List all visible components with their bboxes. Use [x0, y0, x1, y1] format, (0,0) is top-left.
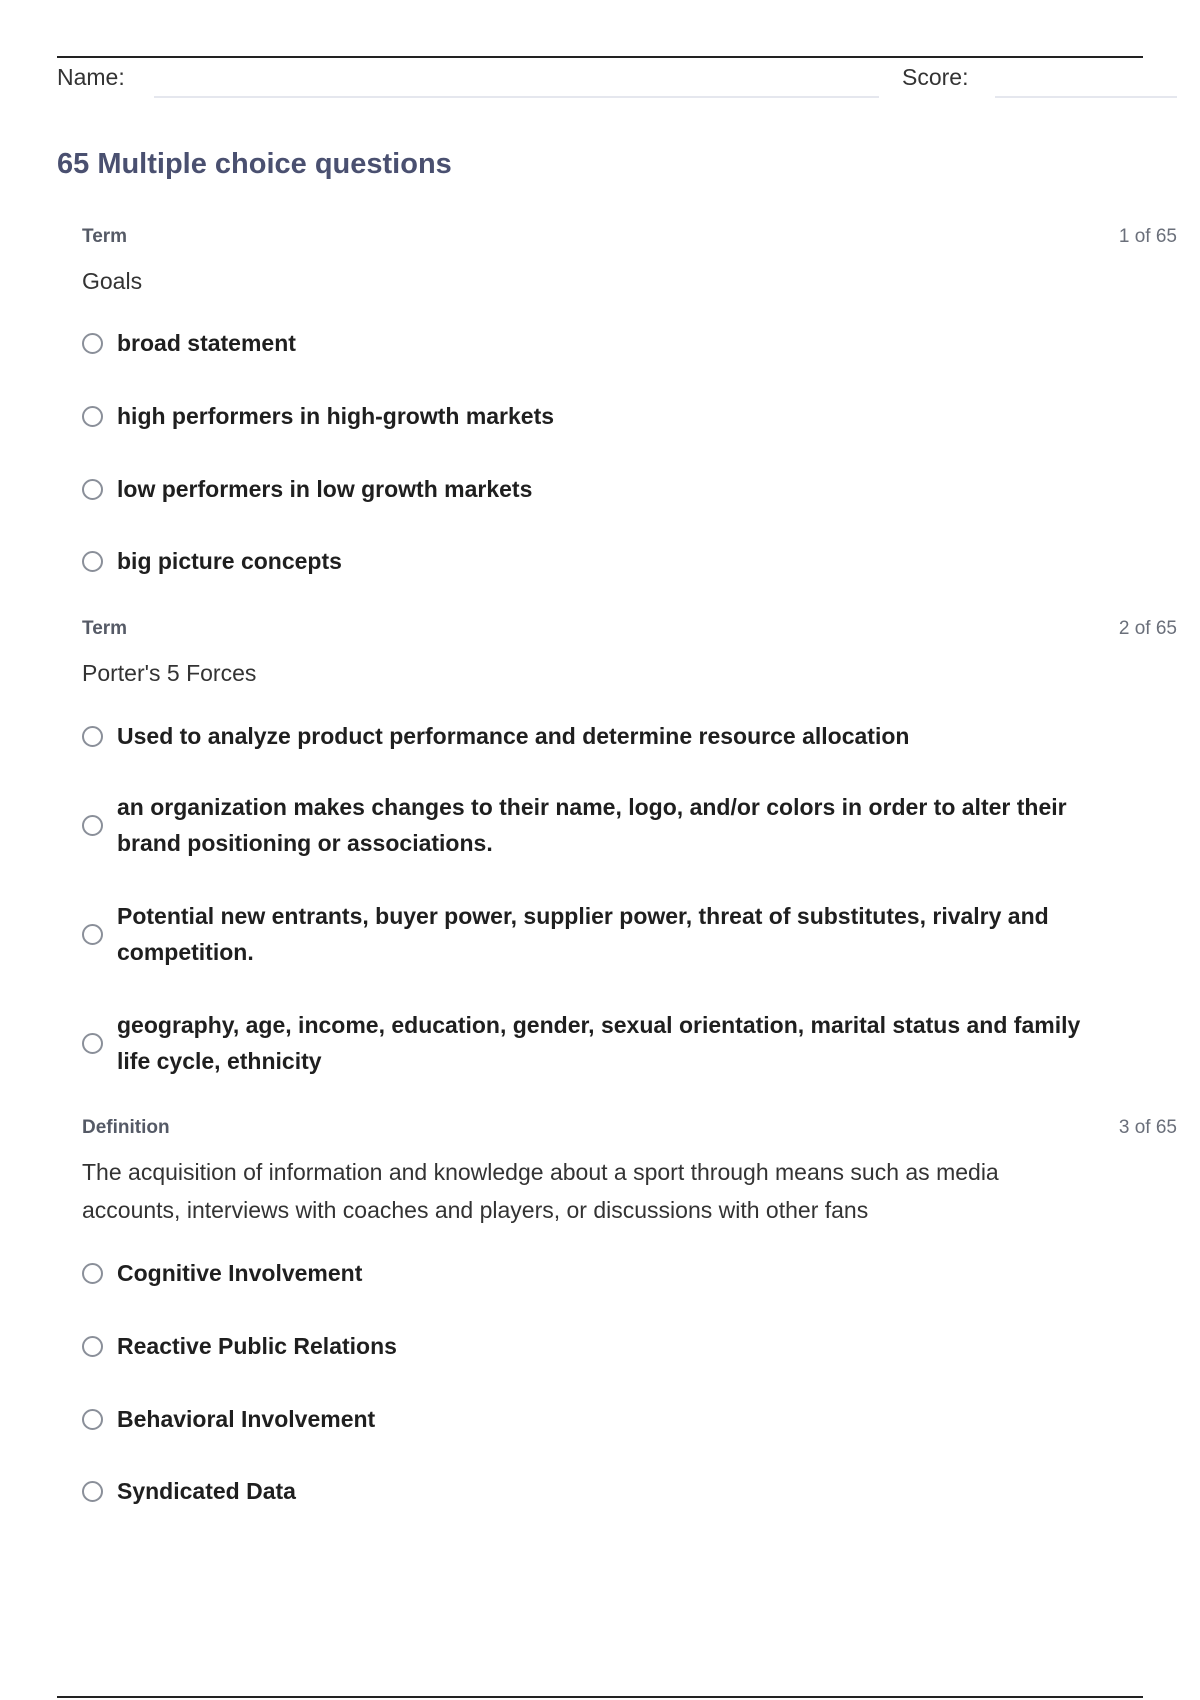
question-count: 2 of 65 — [1118, 618, 1177, 639]
answer-option[interactable] — [82, 1007, 1142, 1079]
bottom-rule — [57, 1696, 1143, 1698]
option-text: Syndicated Data — [117, 1478, 296, 1504]
question-kind: Term — [82, 226, 128, 247]
question-prompt: The acquisition of information and knowledge about a sport through means such as media accounts, interviews with coaches and players, or discussions with other fans — [82, 1159, 999, 1223]
radio-button-icon[interactable] — [82, 333, 103, 354]
answer-option[interactable] — [82, 789, 1142, 861]
score-input-line[interactable] — [995, 96, 1177, 98]
question-kind: Definition — [82, 1117, 170, 1138]
option-text: high performers in high-growth markets — [117, 403, 555, 429]
option-text: Behavioral Involvement — [117, 1406, 376, 1432]
answer-option[interactable] — [82, 1473, 1142, 1509]
option-text: an organization makes changes to their name, logo, and/or colors in order to alter their brand positioning or associations. — [117, 794, 1067, 856]
page-title: 65 Multiple choice questions — [57, 148, 452, 180]
answer-option[interactable] — [82, 718, 1142, 754]
radio-button-icon[interactable] — [82, 1336, 103, 1357]
option-text: big picture concepts — [117, 548, 342, 574]
radio-button-icon[interactable] — [82, 1409, 103, 1430]
option-text: Cognitive Involvement — [117, 1260, 363, 1286]
answer-option[interactable] — [82, 1255, 1142, 1291]
header-row — [57, 64, 1177, 100]
radio-button-icon[interactable] — [82, 406, 103, 427]
answer-option[interactable] — [82, 1328, 1142, 1364]
top-rule — [57, 56, 1143, 58]
option-text: Used to analyze product performance and determine resource allocation — [117, 723, 910, 749]
radio-button-icon[interactable] — [82, 924, 103, 945]
radio-button-icon[interactable] — [82, 551, 103, 572]
answer-option[interactable] — [82, 398, 1142, 434]
option-text: geography, age, income, education, gender, sexual orientation, marital status and family life cycle, ethnicity — [117, 1012, 1081, 1074]
question-2 — [82, 618, 1177, 1088]
option-text: low performers in low growth markets — [117, 476, 533, 502]
answer-option[interactable] — [82, 898, 1142, 970]
question-prompt: Porter's 5 Forces — [82, 660, 257, 686]
answer-option[interactable] — [82, 471, 1142, 507]
radio-button-icon[interactable] — [82, 1263, 103, 1284]
radio-button-icon[interactable] — [82, 1481, 103, 1502]
answer-option[interactable] — [82, 543, 1142, 579]
option-text: broad statement — [117, 330, 296, 356]
option-text: Reactive Public Relations — [117, 1333, 397, 1359]
name-label: Name: — [57, 64, 125, 90]
name-input-line[interactable] — [154, 96, 879, 98]
answer-option[interactable] — [82, 325, 1142, 361]
radio-button-icon[interactable] — [82, 815, 103, 836]
question-count: 1 of 65 — [1118, 226, 1177, 247]
option-text: Potential new entrants, buyer power, supplier power, threat of substitutes, rivalry and competition. — [117, 903, 1049, 965]
radio-button-icon[interactable] — [82, 479, 103, 500]
question-kind: Term — [82, 618, 128, 639]
radio-button-icon[interactable] — [82, 726, 103, 747]
radio-button-icon[interactable] — [82, 1033, 103, 1054]
question-3 — [82, 1117, 1177, 1517]
score-label: Score: — [902, 64, 969, 90]
question-prompt: Goals — [82, 268, 143, 294]
question-1 — [82, 226, 1177, 576]
question-count: 3 of 65 — [1118, 1117, 1177, 1138]
answer-option[interactable] — [82, 1401, 1142, 1437]
